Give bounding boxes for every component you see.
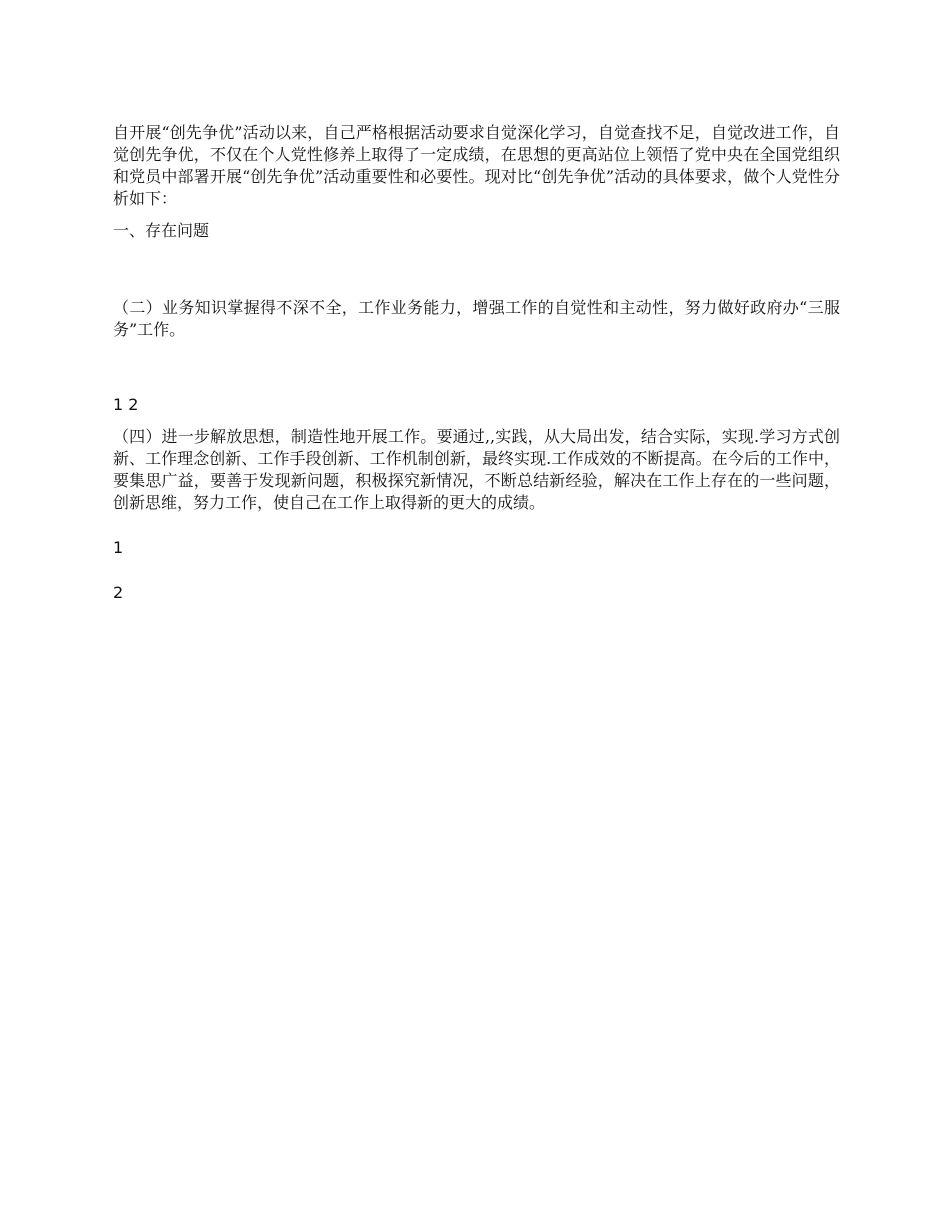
spacer — [113, 514, 840, 537]
page-number-pair: 1 2 — [113, 395, 139, 414]
spacer — [113, 210, 840, 220]
document-body — [113, 122, 840, 604]
intro-paragraph: 自开展“创先争优”活动以来，自己严格根据活动要求自觉深化学习，自觉查找不足，自觉改进工作，自觉创先争优，不仅在个人党性修养上取得了一定成绩，在思想的更高站位上领悟了党中央在全国党组织和党员中部署开展“创先争优”活动重要性和必要性。现对比“创先争优”活动的具体要求，做个人党性分析如下： — [113, 123, 840, 208]
spacer — [113, 416, 840, 426]
paragraph-two: （二）业务知识掌握得不深不全，工作业务能力，增强工作的自觉性和主动性，努力做好政府办“三服务”工作。 — [113, 298, 840, 339]
spacer — [113, 559, 840, 582]
spacer — [113, 341, 840, 394]
spacer — [113, 242, 840, 297]
page-number-one: 1 — [113, 538, 124, 557]
section-heading-problems: 一、存在问题 — [113, 221, 210, 240]
paragraph-four: （四）进一步解放思想，制造性地开展工作。要通过,,实践，从大局出发，结合实际，实现.学习方式创新、工作理念创新、工作手段创新、工作机制创新，最终实现.工作成效的不断提高。在今后的工作中，要集思广益，要善于发现新问题，积极探究新情况，不断总结新经验，解决在工作上存在的一些问题，创新思维，努力工作，使自己在工作上取得新的更大的成绩。 — [113, 427, 840, 512]
page-number-two: 2 — [113, 583, 124, 602]
